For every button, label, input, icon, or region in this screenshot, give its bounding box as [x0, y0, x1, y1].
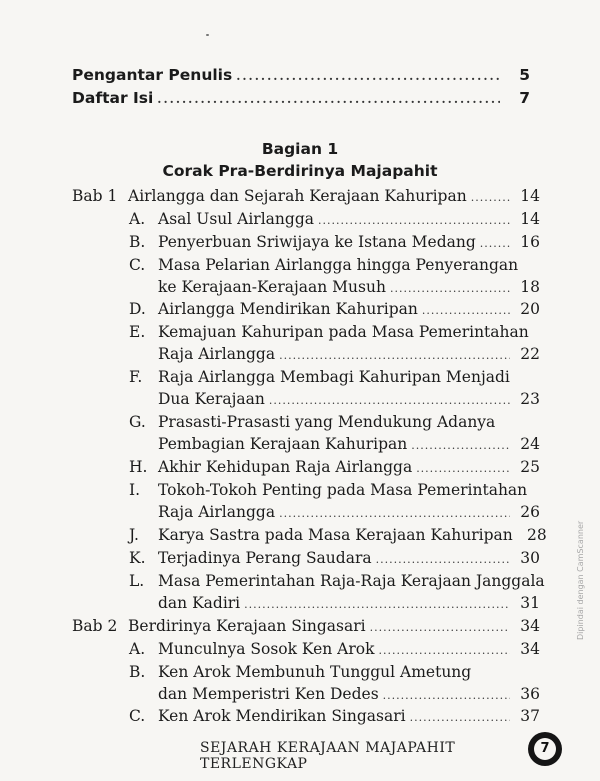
toc-entry-1l[interactable]: [158, 593, 540, 615]
item-letter: C.: [129, 707, 146, 725]
leader-dots: [370, 618, 510, 638]
item-letter: D.: [129, 300, 146, 318]
toc-entry-1f[interactable]: [158, 389, 540, 411]
leader-dots: [318, 211, 510, 231]
entry-title-line1: Raja Airlangga Membagi Kahuripan Menjadi: [158, 368, 510, 386]
toc-entry-1a[interactable]: [158, 209, 540, 231]
entry-page: 36: [520, 685, 540, 703]
item-letter: F.: [129, 368, 143, 386]
entry-title: Penyerbuan Sriwijaya ke Istana Medang: [158, 233, 476, 251]
leader-dots: [480, 234, 510, 254]
entry-title-line1: Kemajuan Kahuripan pada Masa Pemerintahan: [158, 323, 529, 341]
toc-entry-1c[interactable]: [158, 277, 540, 299]
entry-title: Karya Sastra pada Masa Kerajaan Kahuripan: [158, 526, 513, 544]
leader-dots: [416, 459, 510, 479]
entry-title-line2: dan Memperistri Ken Dedes: [158, 685, 379, 703]
toc-entry-2b[interactable]: [158, 684, 540, 706]
entry-title-line1: Ken Arok Membunuh Tunggul Ametung: [158, 663, 472, 681]
entry-title-line2: ke Kerajaan-Kerajaan Musuh: [158, 278, 386, 296]
page-number-badge: [528, 732, 562, 766]
leader-dots: [383, 686, 510, 706]
entry-title: Ken Arok Mendirikan Singasari: [158, 707, 406, 725]
leader-dots: [236, 66, 500, 86]
item-letter: A.: [129, 210, 146, 228]
leader-dots: [279, 346, 510, 366]
item-letter: I.: [129, 481, 141, 499]
leader-dots: [411, 436, 510, 456]
entry-page: 22: [520, 345, 540, 363]
item-letter: A.: [129, 640, 146, 658]
toc-entry-1j[interactable]: [158, 525, 547, 547]
entry-page: 34: [520, 617, 540, 635]
toc-entry-bab-2[interactable]: [128, 616, 540, 638]
item-letter: H.: [129, 458, 148, 476]
leader-dots: [471, 188, 510, 208]
leader-dots: [410, 708, 510, 728]
entry-title: Akhir Kehidupan Raja Airlangga: [158, 458, 413, 476]
toc-entry-2a[interactable]: [158, 639, 540, 661]
item-letter: B.: [129, 663, 146, 681]
entry-page: 14: [520, 210, 540, 228]
entry-title-line2: dan Kadiri: [158, 594, 241, 612]
entry-page: 26: [520, 503, 540, 521]
entry-page: 14: [520, 187, 540, 205]
entry-title-line1: Tokoh-Tokoh Penting pada Masa Pemerintahan: [158, 481, 528, 499]
toc-entry-2c[interactable]: [158, 706, 540, 728]
part-label: Bagian 1: [261, 140, 339, 158]
toc-entry-bab-1[interactable]: [128, 186, 540, 208]
leader-dots: [390, 279, 510, 299]
entry-title: Asal Usul Airlangga: [158, 210, 314, 228]
entry-page: 31: [520, 594, 540, 612]
entry-page: 24: [520, 435, 540, 453]
entry-title: Airlangga dan Sejarah Kerajaan Kahuripan: [128, 187, 467, 205]
entry-title-line2: Dua Kerajaan: [158, 390, 265, 408]
entry-title-line1: Masa Pelarian Airlangga hingga Penyerangan: [158, 256, 519, 274]
entry-page: 5: [519, 66, 530, 84]
toc-entry-1g[interactable]: [158, 434, 540, 456]
entry-title-line1: Prasasti-Prasasti yang Mendukung Adanya: [158, 413, 496, 431]
entry-page: 34: [520, 640, 540, 658]
entry-title-line2: Raja Airlangga: [158, 345, 276, 363]
entry-page: 30: [520, 549, 540, 567]
page-number: 7: [534, 738, 556, 760]
item-letter: C.: [129, 256, 146, 274]
item-letter: G.: [129, 413, 146, 431]
toc-entry-daftar-isi[interactable]: [72, 88, 530, 109]
toc-entry-1k[interactable]: [158, 548, 540, 570]
part-title: Corak Pra-Berdirinya Majapahit: [162, 162, 438, 180]
entry-title: Airlangga Mendirikan Kahuripan: [158, 300, 418, 318]
entry-page: 16: [520, 233, 540, 251]
running-footer-title: SEJARAH KERAJAAN MAJAPAHIT TERLENGKAP: [200, 740, 456, 772]
leader-dots: [376, 550, 510, 570]
entry-page: 25: [520, 458, 540, 476]
entry-page: 23: [520, 390, 540, 408]
leader-dots: [244, 595, 510, 615]
leader-dots: [422, 301, 510, 321]
entry-page: 18: [520, 278, 540, 296]
toc-entry-1b[interactable]: [158, 232, 540, 254]
scan-speck: [206, 34, 209, 36]
leader-dots: [157, 89, 500, 109]
chapter-label: Bab 1: [72, 187, 118, 205]
entry-title-line2: Raja Airlangga: [158, 503, 276, 521]
toc-entry-1h[interactable]: [158, 457, 540, 479]
scanner-watermark: Dipindai dengan CamScanner: [576, 520, 585, 640]
leader-dots: [379, 641, 511, 661]
item-letter: K.: [129, 549, 146, 567]
entry-title: Daftar Isi: [72, 89, 154, 107]
item-letter: L.: [129, 572, 145, 590]
leader-dots: [269, 391, 510, 411]
entry-title: Berdirinya Kerajaan Singasari: [128, 617, 366, 635]
entry-title-line2: Pembagian Kerajaan Kahuripan: [158, 435, 408, 453]
item-letter: B.: [129, 233, 146, 251]
entry-title: Munculnya Sosok Ken Arok: [158, 640, 375, 658]
chapter-label: Bab 2: [72, 617, 118, 635]
entry-page: 37: [520, 707, 540, 725]
entry-title: Pengantar Penulis: [72, 66, 233, 84]
toc-entry-1e[interactable]: [158, 344, 540, 366]
entry-title-line1: Masa Pemerintahan Raja-Raja Kerajaan Janggala: [158, 572, 545, 590]
toc-entry-1d[interactable]: [158, 299, 540, 321]
toc-entry-pengantar[interactable]: [72, 65, 530, 86]
entry-title: Terjadinya Perang Saudara: [158, 549, 372, 567]
item-letter: E.: [129, 323, 146, 341]
leader-dots: [279, 504, 510, 524]
entry-page: 28: [527, 526, 547, 544]
entry-page: 20: [520, 300, 540, 318]
entry-page: 7: [519, 89, 530, 107]
toc-entry-1i[interactable]: [158, 502, 540, 524]
item-letter: J.: [129, 526, 139, 544]
